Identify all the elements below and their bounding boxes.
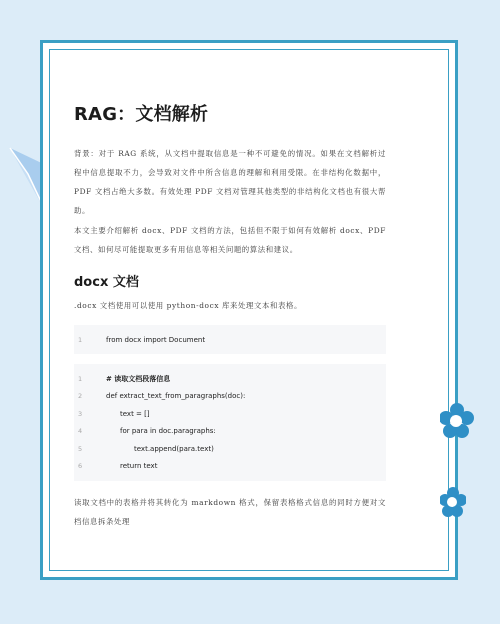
section-heading: docx 文档	[74, 275, 139, 290]
code-text: return text	[120, 462, 158, 471]
line-number: 1	[78, 335, 83, 344]
closing-paragraph: 读取文档中的表格并将其转化为 markdown 格式，保留表格格式信息的同时方便对文档信息拆条处理	[74, 497, 386, 526]
code-text: for para in doc.paragraphs:	[120, 427, 216, 436]
document-title: RAG：文档解析	[74, 104, 209, 125]
flower-icon	[440, 402, 474, 442]
line-number: 4	[78, 427, 83, 436]
section-intro: .docx 文档使用可以使用 python-docx 库来处理文本和表格。	[74, 301, 302, 310]
line-number: 5	[78, 444, 83, 453]
code-text: def extract_text_from_paragraphs(doc):	[106, 392, 246, 401]
code-line	[74, 370, 386, 387]
line-number: 1	[78, 375, 83, 384]
intro-paragraph: 背景：对于 RAG 系统，从文档中提取信息是一种不可避免的情况。如果在文档解析过程中信息提取不力，会导致对文件中所含信息的理解和利用受限。在非结构化数据中，PDF 文档占绝大多数。有效处理 PDF 文档对管理其他类型的非结构化文档也有很大帮助。	[74, 149, 386, 215]
code-line	[74, 440, 386, 457]
line-number: 6	[78, 462, 83, 471]
flower-icon	[440, 486, 466, 520]
document-content	[74, 100, 386, 531]
code-line	[74, 388, 386, 405]
code-text: text.append(para.text)	[134, 444, 214, 453]
code-line	[74, 405, 386, 422]
code-block-import	[74, 325, 386, 354]
code-line	[74, 331, 386, 348]
code-text: text = []	[120, 409, 150, 418]
intro-paragraph: 本文主要介绍解析 docx、PDF 文档的方法，包括但不限于如何有效解析 docx、PDF 文档、如何尽可能提取更多有用信息等相关问题的算法和建议。	[74, 226, 386, 254]
line-number: 2	[78, 392, 83, 401]
code-line	[74, 423, 386, 440]
code-line	[74, 457, 386, 474]
code-text: from docx import Document	[106, 335, 206, 344]
line-number: 3	[78, 409, 83, 418]
code-comment: # 读取文档段落信息	[106, 375, 171, 384]
code-block-function	[74, 364, 386, 480]
